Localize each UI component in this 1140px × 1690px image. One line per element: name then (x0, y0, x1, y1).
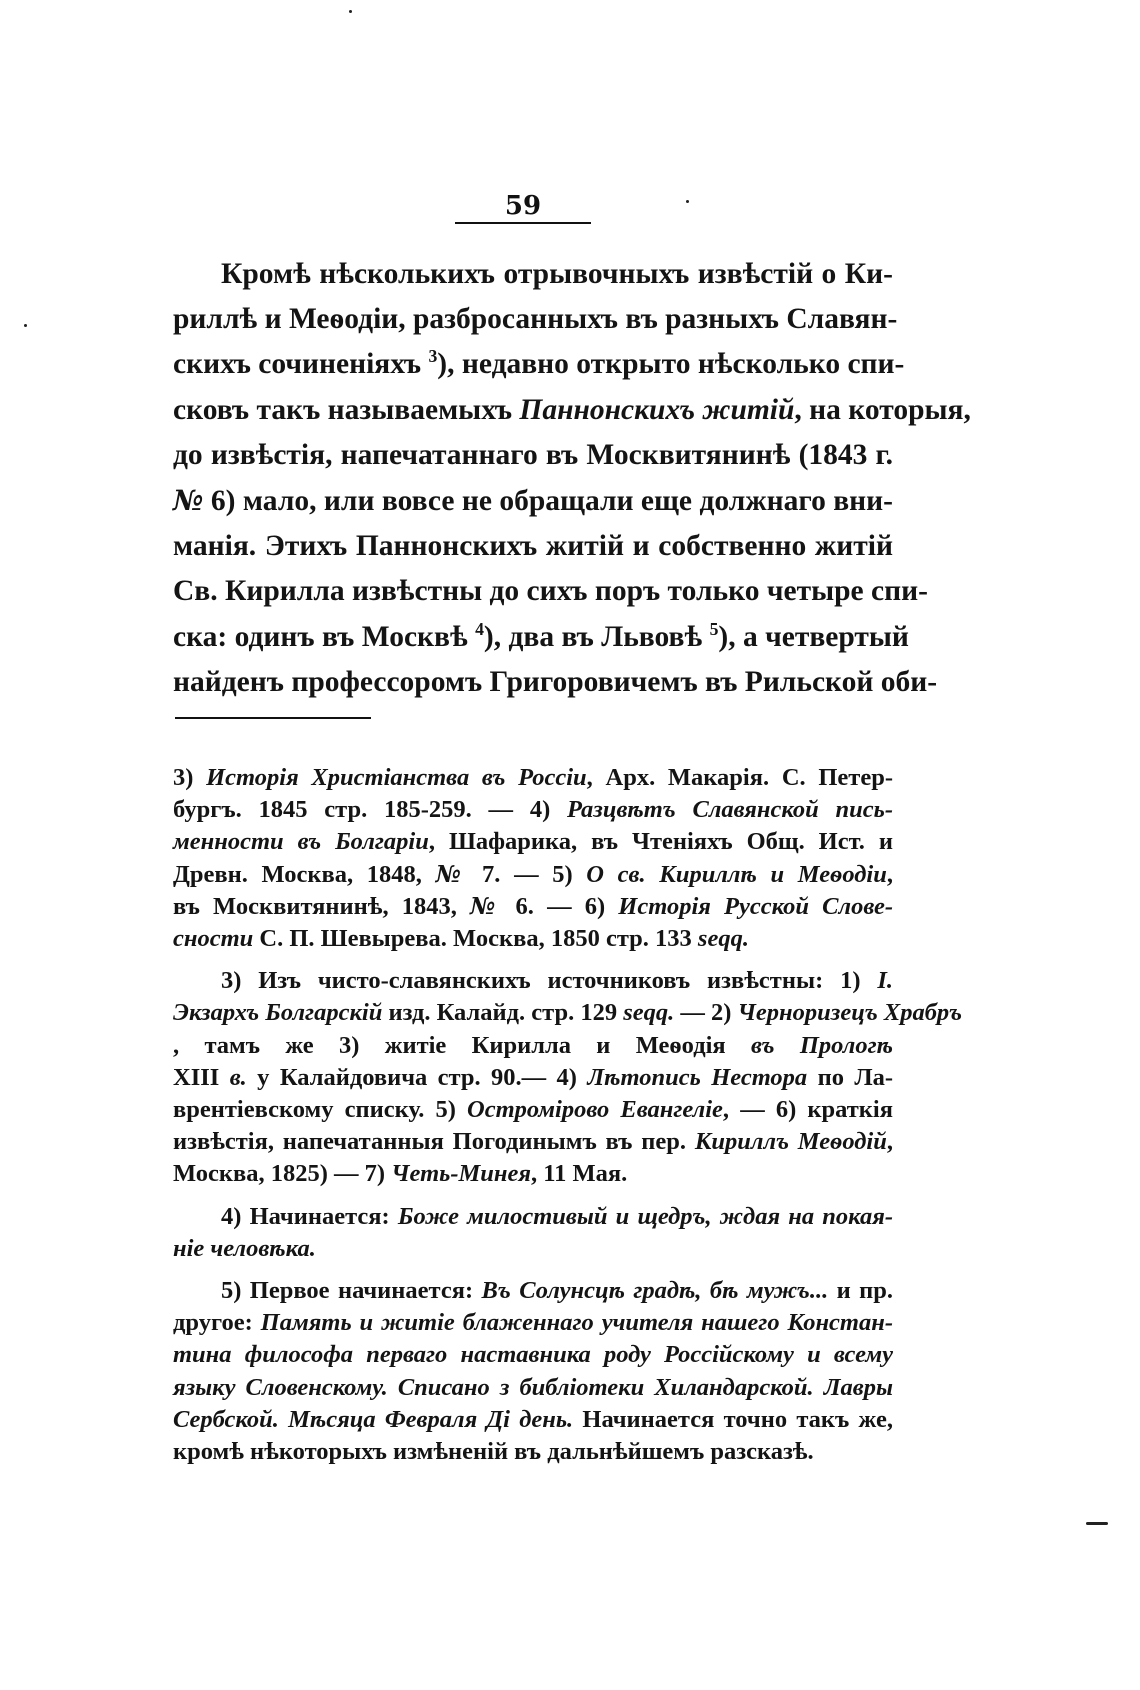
text-line: Св. Кирилла извѣстны до сихъ поръ только четыре спи- (173, 575, 928, 608)
numero-sign: № (173, 484, 204, 518)
text-line: Кромѣ нѣсколькихъ отрывочныхъ извѣстій о Ки- (221, 258, 893, 290)
note-line: , тамъ же 3) житіе Кирилла и Меѳодія въ Прологѣ (173, 1031, 893, 1059)
note-line: Сербской. Мѣсяца Февраля Ді день. Начинается точно такъ же, (173, 1405, 893, 1433)
footnote-4 (173, 1201, 893, 1265)
note-line: Москва, 1825) — 7) Четь-Минея, 11 Мая. (173, 1160, 628, 1188)
text-line: риллѣ и Меѳодіи, разбросанныхъ въ разныхъ Славян- (173, 303, 898, 336)
footnote-ref: 5 (709, 618, 719, 639)
ink-speck (24, 324, 27, 327)
page-header (455, 192, 591, 224)
body-paragraph (173, 252, 971, 705)
text-line: сковъ такъ называемыхъ Паннонскихъ житій, на которыя, (173, 393, 971, 426)
text-line: скихъ сочиненіяхъ $^3$), недавно открыто нѣсколько спи- (173, 346, 905, 381)
footnote-ref: 4 (475, 618, 484, 639)
note-line: другое: Память и житіе блаженнаго учителя нашего Констан- (173, 1309, 893, 1337)
note-line: 3) Изъ чисто-славянскихъ источниковъ извѣстны: 1) І. (221, 967, 893, 995)
header-rule (455, 222, 591, 224)
text-line: до извѣстія, напечатаннаго въ Москвитянинѣ (1843 г. (173, 438, 893, 471)
note-line: извѣстія, напечатанныя Погодинымъ въ пер. Кириллъ Меѳодій, (173, 1128, 893, 1156)
note-line: тина философа перваго наставника роду Россійскому и всему (173, 1341, 893, 1369)
note-line: языку Словенскому. Списано з библіотеки Хиландарской. Лавры (173, 1373, 893, 1401)
footnote-3b (173, 965, 963, 1190)
note-line: менности въ Болгаріи, Шафарика, въ Чтеніяхъ Общ. Ист. и (173, 828, 894, 856)
numero-sign: № (470, 892, 503, 920)
ink-speck (349, 10, 352, 13)
text-line: манія. Этихъ Паннонскихъ житій и собственно житій (173, 530, 893, 563)
footnote-3a (173, 762, 893, 955)
numero-sign: № (435, 860, 469, 888)
ink-speck (686, 200, 689, 203)
note-line: кромѣ нѣкоторыхъ измѣненій въ дальнѣйшемъ разсказѣ. (173, 1438, 814, 1466)
note-line: 3) Исторія Христіанства въ Россіи, Арх. Макарія. С. Петер- (173, 764, 893, 791)
footnote-5 (173, 1275, 893, 1468)
text-line: ска: одинъ въ Москвѣ $^4$), два въ Львовѣ $^5$), а четвертый (173, 618, 909, 653)
footnote-ref: 3 (428, 346, 438, 367)
ink-speck (1086, 1522, 1108, 1525)
note-line: бургъ. 1845 стр. 185-259. — 4) Разцвѣтъ Славянской пись- (173, 796, 893, 824)
note-line: Древн. Москва, 1848, № 7. — 5) О св. Кириллѣ и Меѳодіи, (173, 860, 893, 888)
text-line: № 6) мало, или вовсе не обращали еще должнаго вни- (173, 484, 893, 518)
note-line: 5) Первое начинается: Въ Солунсцѣ градѣ, бѣ мужъ... и пр. (221, 1277, 893, 1305)
text-line: найденъ профессоромъ Григоровичемъ въ Рильской оби- (173, 665, 938, 698)
note-line: 4) Начинается: Боже милостивый и щедръ, ждая на покая- (221, 1202, 893, 1230)
note-line: въ Москвитянинѣ, 1843, № 6. — 6) Исторія Русской Слове- (173, 892, 893, 920)
note-line: врентіевскому списку. 5) Остромірово Евангеліе, — 6) краткія (173, 1096, 893, 1124)
footnote-separator (175, 717, 371, 719)
note-line: сности С. П. Шевырева. Москва, 1850 стр. 133 seqq. (173, 925, 749, 953)
footnotes (173, 762, 963, 1478)
page-number: 59 (504, 191, 542, 221)
note-line: XIII в. у Калайдовича стр. 90.— 4) Лѣтопись Нестора по Ла- (173, 1063, 894, 1091)
note-line: Экзархъ Болгарскій изд. Калайд. стр. 129 seqq. — 2) Черноризецъ Храбръ (173, 999, 963, 1027)
note-line: ніе человѣка. (173, 1234, 316, 1262)
